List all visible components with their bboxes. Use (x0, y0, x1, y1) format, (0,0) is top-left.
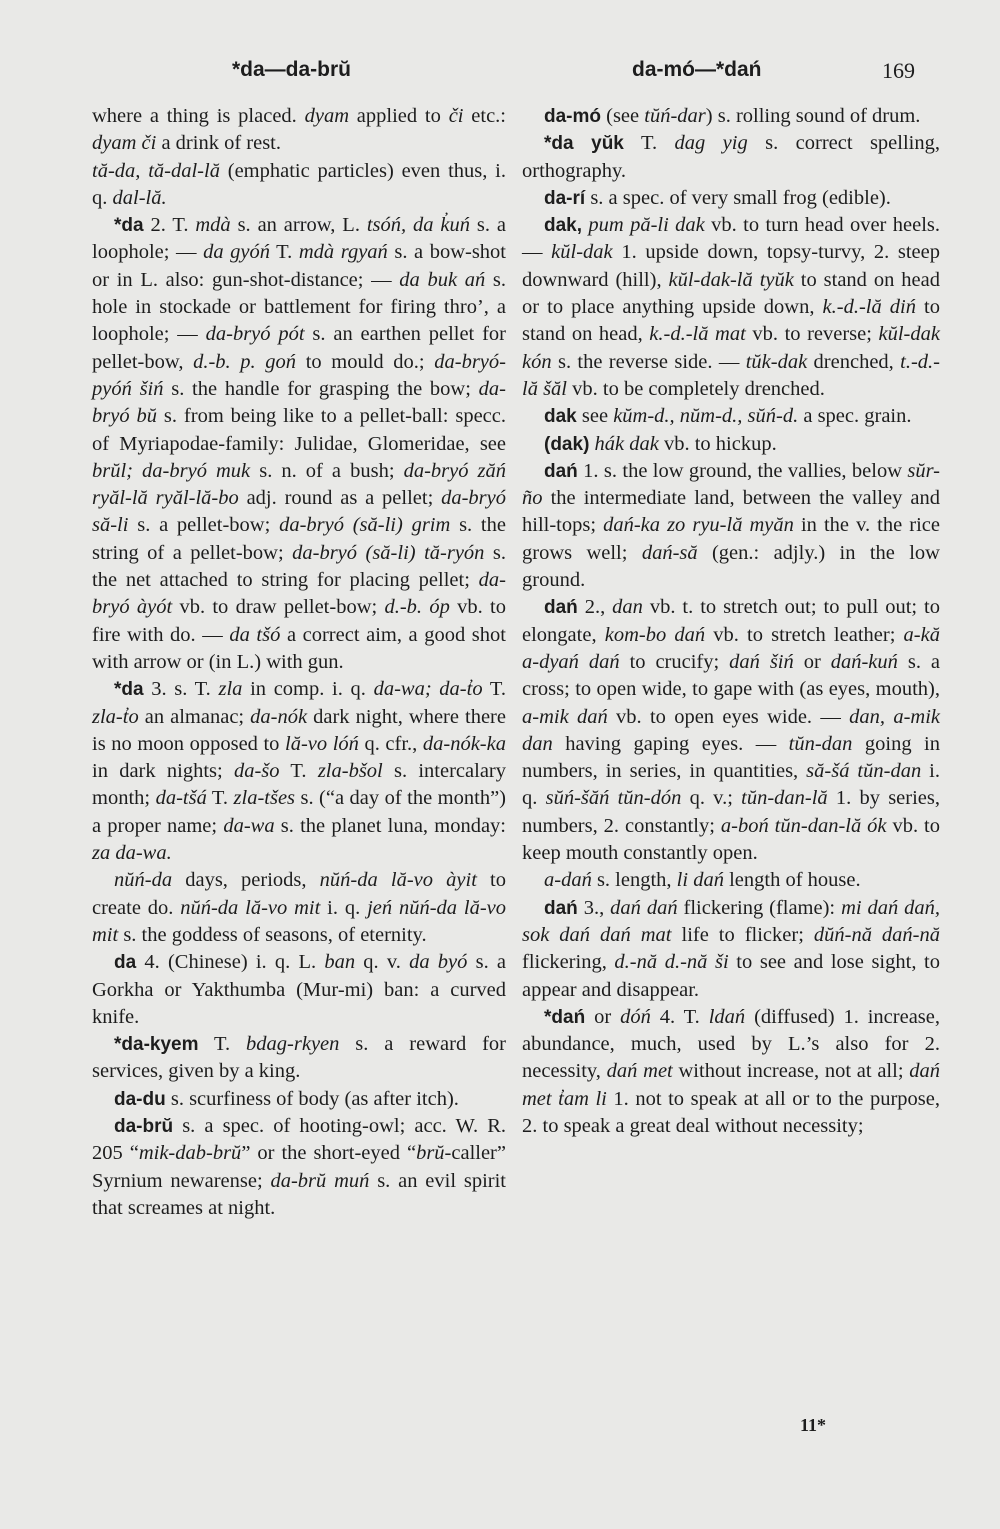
headword: dak, (544, 215, 583, 237)
italic-term: tsóń, da k̓uń (366, 214, 471, 237)
entry-text: to crucify; (619, 650, 730, 673)
italic-term: tŭn-dan-lă (741, 787, 828, 810)
entry-text: s. a bow-shot or in L. also: gun-shot-distance; — (92, 241, 507, 291)
entry-text: vb. to reverse; (745, 323, 879, 346)
entry-text: vb. to fire with do. — (92, 596, 506, 646)
entry-text: length of house. (723, 869, 861, 892)
italic-term: dóń (620, 1005, 651, 1028)
italic-term: da tšó (229, 623, 281, 646)
entry-text: s. an earthen pellet for pellet-bow, (92, 323, 506, 373)
entry-text: days, periods, (172, 869, 320, 892)
entry-text: to stand on head or to place anything upside down, (522, 268, 940, 319)
italic-term: dań met t̓am li (522, 1060, 940, 1110)
italic-term: dan, a-mik dan (522, 705, 940, 755)
entry-text: s. length, (591, 869, 677, 892)
entry-text: T. (279, 760, 318, 783)
headword: dań (544, 597, 578, 619)
dictionary-entry (522, 867, 940, 894)
entry-text: q. v.; (681, 787, 742, 810)
entry-text: s. a pellet-bow; (128, 514, 280, 537)
italic-term: da-bryó-pyóń šiń (92, 350, 506, 400)
italic-term: a-mik dań (522, 705, 608, 728)
entry-text: T. (198, 1033, 247, 1056)
italic-term: da-tšá (155, 787, 207, 810)
italic-term: brŭ (416, 1142, 445, 1165)
italic-term: dag yig (674, 132, 748, 155)
entry-text: or (793, 650, 831, 673)
entry-text: (gen.: adjly.) in the low ground. (522, 541, 940, 592)
italic-term: dyam (304, 105, 349, 127)
italic-term: da-nók (250, 705, 308, 728)
italic-term: tŭk-dak (745, 350, 808, 373)
italic-term: dan (612, 596, 643, 619)
italic-term: kŭl-dak-lă tyŭk (668, 268, 794, 291)
headword: *da (114, 679, 144, 701)
entry-text: i. q. (320, 896, 368, 919)
italic-term: mik-dab-brŭ (138, 1142, 242, 1165)
italic-term: da-bryó àyót (92, 569, 506, 619)
entry-text: vb. to keep mouth constantly open. (522, 814, 940, 865)
entry-text: etc.: (463, 105, 506, 127)
italic-term: kŭm-d., nŭm-d., sŭń-d. (613, 405, 799, 428)
italic-term: mdà (195, 214, 231, 237)
italic-term: a-kă a-dyań dań (522, 623, 940, 673)
italic-term: k.-d.-lă mat (649, 323, 746, 346)
italic-term: nŭń-da lă-vo àyit (319, 869, 477, 892)
headword: dak (544, 406, 577, 428)
italic-term: să-šá tŭn-dan (806, 760, 922, 783)
italic-term: dań šiń (729, 650, 794, 673)
entry-text: s. the goddess of seasons, of eternity. (118, 923, 427, 946)
entry-text: to stand on head, (522, 296, 940, 346)
headword: da-du (114, 1088, 166, 1110)
entry-text: 1. not to speak at all or to the purpose, 2. to speak a great deal without necessity; (522, 1087, 940, 1137)
italic-term: da-wa (223, 814, 275, 837)
italic-term: kŭl-dak (551, 241, 613, 264)
entry-text: -caller” Syrnium newarense; (92, 1142, 506, 1192)
entry-text: in comp. i. q. (242, 678, 374, 701)
dictionary-entry (522, 403, 940, 430)
entry-text: an almanac; (138, 705, 251, 728)
headword: da-mó (544, 106, 601, 127)
dictionary-entry (92, 212, 506, 676)
italic-term: dań-kuń (830, 650, 898, 673)
entry-text: s. a reward for services, given by a king. (92, 1033, 506, 1083)
entry-text: in dark nights; (92, 760, 234, 783)
left-column (92, 103, 506, 1222)
entry-text: life to flicker; (671, 923, 814, 946)
italic-term: zla-tšes (233, 787, 296, 810)
entry-text: a correct aim, a good shot with arrow or (in L.) with gun. (92, 623, 506, 673)
entry-text: vb. to draw pellet-bow; (172, 596, 385, 619)
entry-text: 1. upside down, topsy-turvy, 2. steep downward (hill), (522, 241, 941, 291)
italic-term: da byó (409, 951, 468, 974)
italic-term: d.-b. óp (384, 596, 450, 619)
italic-term: dań-ka zo ryu-lă myăn (603, 514, 794, 537)
entry-text: vb. t. to stretch out; to pull out; to elongate, (522, 596, 940, 646)
entry-text: s. a loophole; — (92, 214, 506, 264)
italic-term: da-bryó zăń ryăl-lă ryăl-lă-bo (92, 459, 506, 510)
headword: *da yŭk (544, 133, 624, 155)
entry-text: to create do. (92, 869, 506, 919)
entry-text: 1. s. the low ground, the vallies, below (577, 459, 908, 482)
right-column (522, 103, 940, 1140)
entry-text: to mould do.; (296, 350, 435, 373)
dictionary-entry (522, 594, 940, 867)
entry-text: or (585, 1005, 621, 1028)
italic-term: da-wa; da-t̓o (373, 678, 483, 701)
headword: dań (544, 460, 578, 482)
dictionary-entry (92, 867, 506, 949)
italic-term: brŭl; da-bryó muk (92, 459, 251, 482)
italic-term: li dań (676, 869, 724, 892)
italic-term: da-brŭ muń (270, 1169, 370, 1192)
italic-term: zla-t̓o (92, 705, 139, 728)
entry-text: T. (206, 787, 234, 810)
italic-term: hák dak (594, 432, 659, 455)
entry-text: vb. to hickup. (658, 432, 777, 455)
italic-term: tŭn-dan (788, 732, 853, 755)
headword: *da (114, 215, 144, 237)
dictionary-entry (92, 103, 506, 158)
headword: (dak) (544, 433, 590, 455)
italic-term: sŭr-ño (522, 459, 940, 510)
italic-term: lă-vo lóń (285, 732, 359, 755)
dictionary-entry (92, 158, 506, 213)
entry-text: a spec. grain. (798, 405, 912, 428)
italic-term: a-dań (544, 869, 592, 892)
entry-text: s. the net attached to string for placing pellet; (92, 541, 506, 592)
entry-text: s. correct spelling, orthography. (522, 132, 940, 182)
entry-text: T. (269, 241, 299, 264)
italic-term: bdag-rkyen (246, 1033, 340, 1056)
entry-text: s. an evil spirit that screames at night. (92, 1169, 506, 1219)
italic-term: dań-să (641, 541, 698, 564)
headword: *da-kyem (114, 1034, 199, 1056)
italic-term: da-bryó (să-li) grim (279, 514, 451, 537)
entry-text: ) s. rolling sound of drum. (705, 105, 921, 127)
dictionary-entry (92, 1086, 506, 1113)
dictionary-entry (522, 458, 940, 594)
dictionary-entry (522, 130, 940, 185)
dictionary-entry (92, 1031, 506, 1086)
entry-text: vb. to open eyes wide. — (607, 705, 850, 728)
entry-text: applied to (349, 105, 449, 127)
entry-text: ” or the short-eyed “ (241, 1142, 417, 1165)
italic-term: da-šo (233, 760, 280, 783)
entry-text: s. the reverse side. — (551, 350, 746, 373)
entry-text: without increase, not at all; (672, 1060, 910, 1083)
entry-text: s. intercalary month; (92, 760, 507, 810)
entry-text: dark night, where there is no moon opposed to (92, 705, 506, 755)
italic-term: ban (324, 951, 356, 974)
dictionary-entry (522, 1004, 940, 1140)
italic-term: dyam či (92, 132, 157, 155)
entry-text: 2., (577, 596, 613, 619)
italic-term: da-nók-ka (422, 732, 506, 755)
entry-text: 1. by series, numbers, 2. constantly; (522, 787, 941, 837)
italic-term: tă-da, tă-dal-lă (92, 159, 220, 182)
italic-term: a-boń tŭn-dan-lă ók (720, 814, 887, 837)
dictionary-entry (522, 895, 940, 1004)
italic-term: pum pă-li dak (588, 214, 705, 237)
entry-text: s. hole in stockade or battlement for firing thro’, a loophole; — (92, 268, 506, 346)
entry-text: to see and lose sight, to appear and disappear. (522, 951, 940, 1001)
italic-term: da-bryó să-li (92, 487, 506, 537)
signature-mark: 11* (800, 1415, 827, 1435)
entry-text: 4. (Chinese) i. q. L. (136, 951, 325, 974)
running-head-right: da-mó—*dań (632, 58, 762, 81)
italic-term: d.-nă d.-nă ši (614, 951, 729, 974)
entry-text: s. the handle for grasping the bow; (163, 377, 479, 400)
entry-text: s. scurfiness of body (as after itch). (165, 1087, 459, 1110)
entry-text: 2. T. (143, 214, 196, 237)
entry-text: s. a cross; to open wide, to gape with (as eyes, mouth), (522, 650, 941, 701)
entry-text: drenched, (807, 350, 901, 373)
entry-text: s. a spec. of very small frog (edible). (585, 186, 891, 209)
entry-text: T. (482, 678, 506, 701)
italic-term: tŭń-dar (644, 105, 706, 127)
dictionary-entry (92, 1113, 506, 1222)
entry-text: adj. round as a pellet; (238, 487, 442, 510)
entry-text: 3., (577, 896, 611, 919)
headword: dań (544, 897, 578, 919)
entry-text: s. n. of a bush; (250, 459, 404, 482)
entry-text: s. from being like to a pellet-ball: specc. of Myriapodae-family: Julidae, Glomeridae, see (92, 405, 507, 455)
italic-term: dal-lă. (112, 186, 167, 209)
entry-text: s. the planet luna, monday: (274, 814, 506, 837)
entry-text: flickering, (522, 951, 615, 974)
italic-term: da gyóń (203, 241, 270, 264)
italic-term: ldań (708, 1005, 746, 1028)
headword: *dań (544, 1006, 586, 1028)
headword: da-brŭ (114, 1115, 174, 1137)
italic-term: da-bryó pót (205, 323, 305, 346)
italic-term: jeń nŭń-da lă-vo mit (92, 896, 506, 946)
italic-term: dań met (606, 1060, 673, 1083)
entry-text: flickering (flame): (677, 896, 842, 919)
italic-term: kŭl-dak kón (522, 323, 940, 373)
entry-text: (diffused) 1. increase, abundance, much, used by L.’s also for 2. necessity, (522, 1005, 941, 1083)
italic-term: sŭń-šăń tŭn-dón (545, 787, 682, 810)
italic-term: dŭń-nă dań-nă (813, 923, 941, 946)
running-head-left: *da—da-brŭ (232, 58, 352, 81)
entry-text: vb. to stretch leather; (705, 623, 904, 646)
dictionary-entry (522, 185, 940, 212)
italic-term: da-bryó (să-li) tă-ryón (292, 541, 485, 564)
italic-term: dań dań (610, 896, 678, 919)
italic-term: t.-d.-lă šăl (522, 350, 940, 400)
entry-text: going in numbers, in series, in quantities, (522, 732, 940, 783)
entry-text: having gaping eyes. — (552, 732, 789, 755)
italic-term: nŭń-da lă-vo mit (180, 896, 321, 919)
entry-text: s. a spec. of hooting-owl; acc. W. R. 205 “ (92, 1114, 506, 1165)
entry-text: 4. T. (650, 1005, 709, 1028)
entry-text: vb. to turn head over heels. — (522, 214, 940, 264)
entry-text: 3. s. T. (143, 678, 219, 701)
page-number: 169 (882, 58, 915, 83)
entry-text: s. (“a day of the month”) a proper name; (92, 787, 506, 837)
dictionary-entry (522, 212, 940, 403)
entry-text: (emphatic particles) even thus, i. q. (92, 159, 507, 209)
entry-text: s. the string of a pellet-bow; (92, 514, 506, 564)
entry-text: see (576, 405, 614, 428)
entry-text: s. a Gorkha or Yakthumba (Mur-mi) ban: a curved knife. (92, 951, 507, 1028)
headword: da-rí (544, 187, 586, 209)
dictionary-entry (92, 949, 506, 1031)
italic-term: nŭń-da (114, 869, 173, 892)
italic-term: zla (218, 678, 243, 701)
italic-term: mi dań dań, sok dań dań mat (522, 896, 941, 946)
dictionary-entry (522, 103, 940, 130)
entry-text: in the v. the rice grows well; (522, 514, 940, 564)
headword: da (114, 952, 137, 974)
entry-text: vb. to be completely drenched. (567, 377, 825, 400)
entry-text: q. cfr., (358, 732, 423, 755)
entry-text: i. q. (522, 760, 941, 810)
italic-term: kom-bo dań (604, 623, 706, 646)
italic-term: či (448, 105, 464, 127)
entry-text: (see (601, 105, 645, 127)
entry-text: the intermediate land, between the valley and hill-tops; (522, 487, 940, 537)
entry-text: q. v. (355, 951, 410, 974)
italic-term: zla-bšol (317, 760, 383, 783)
italic-term: da buk ań (399, 268, 486, 291)
italic-term: mdà rgyań (298, 241, 388, 264)
italic-term: za da-wa. (92, 842, 172, 865)
italic-term: k.-d.-lă diń (822, 296, 916, 319)
entry-text: T. (623, 132, 675, 155)
italic-term: da-bryó bŭ (92, 377, 506, 428)
dictionary-entry (522, 431, 940, 458)
entry-text: a drink of rest. (156, 132, 281, 155)
entry-text: s. an arrow, L. (230, 214, 367, 237)
dictionary-entry (92, 676, 506, 867)
italic-term: d.-b. p. goń (193, 350, 297, 373)
entry-text: where a thing is placed. (92, 105, 305, 127)
